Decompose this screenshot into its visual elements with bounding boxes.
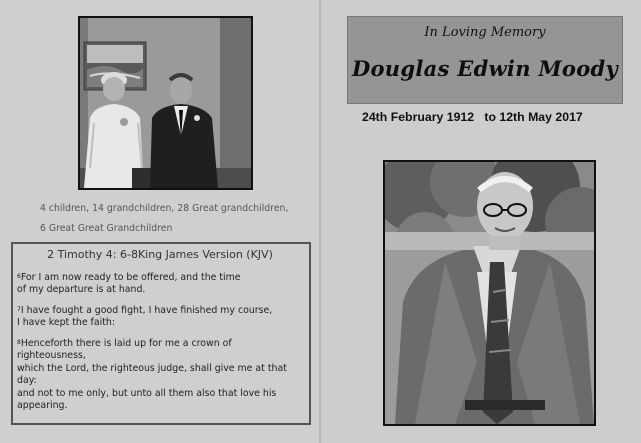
verse-line: Henceforth there is laid up for me a crown of righteousness, <box>17 337 232 361</box>
verse-line: I have fought a good fight, I have finished my course, <box>20 304 273 316</box>
verse-8 <box>17 338 303 413</box>
scripture-reference: 2 Timothy 4: 6-8King James Version (KJV) <box>47 248 273 261</box>
verse-number: 6 <box>17 272 21 280</box>
deceased-name: Douglas Edwin Moody <box>351 56 619 81</box>
verse-number: 7 <box>17 305 21 313</box>
in-loving-memory: In Loving Memory <box>424 25 546 40</box>
verse-line: I have kept the faith: <box>17 317 115 328</box>
portrait-photo <box>383 160 596 426</box>
verse-line: appearing. <box>17 400 68 411</box>
verse-6 <box>17 272 303 297</box>
couple-photo <box>78 16 253 190</box>
verse-line: For I am now ready to be offered, and the time <box>20 271 241 283</box>
life-dates: 24th February 1912 to 12th May 2017 <box>362 110 583 124</box>
family-line-1: 4 children, 14 grandchildren, 28 Great grandchildren, <box>40 203 289 214</box>
memorial-banner <box>347 16 623 104</box>
scripture-box <box>11 242 311 425</box>
verse-number: 8 <box>17 338 21 346</box>
family-line-2: 6 Great Great Grandchildren <box>40 223 173 234</box>
page-fold <box>319 0 321 443</box>
verse-line: of my departure is at hand. <box>17 284 146 295</box>
verse-line: and not to me only, but unto all them also that love his <box>17 387 277 399</box>
verse-line: which the Lord, the righteous judge, shall give me at that day: <box>17 362 287 386</box>
verse-7 <box>17 305 303 330</box>
family-summary <box>40 199 310 239</box>
